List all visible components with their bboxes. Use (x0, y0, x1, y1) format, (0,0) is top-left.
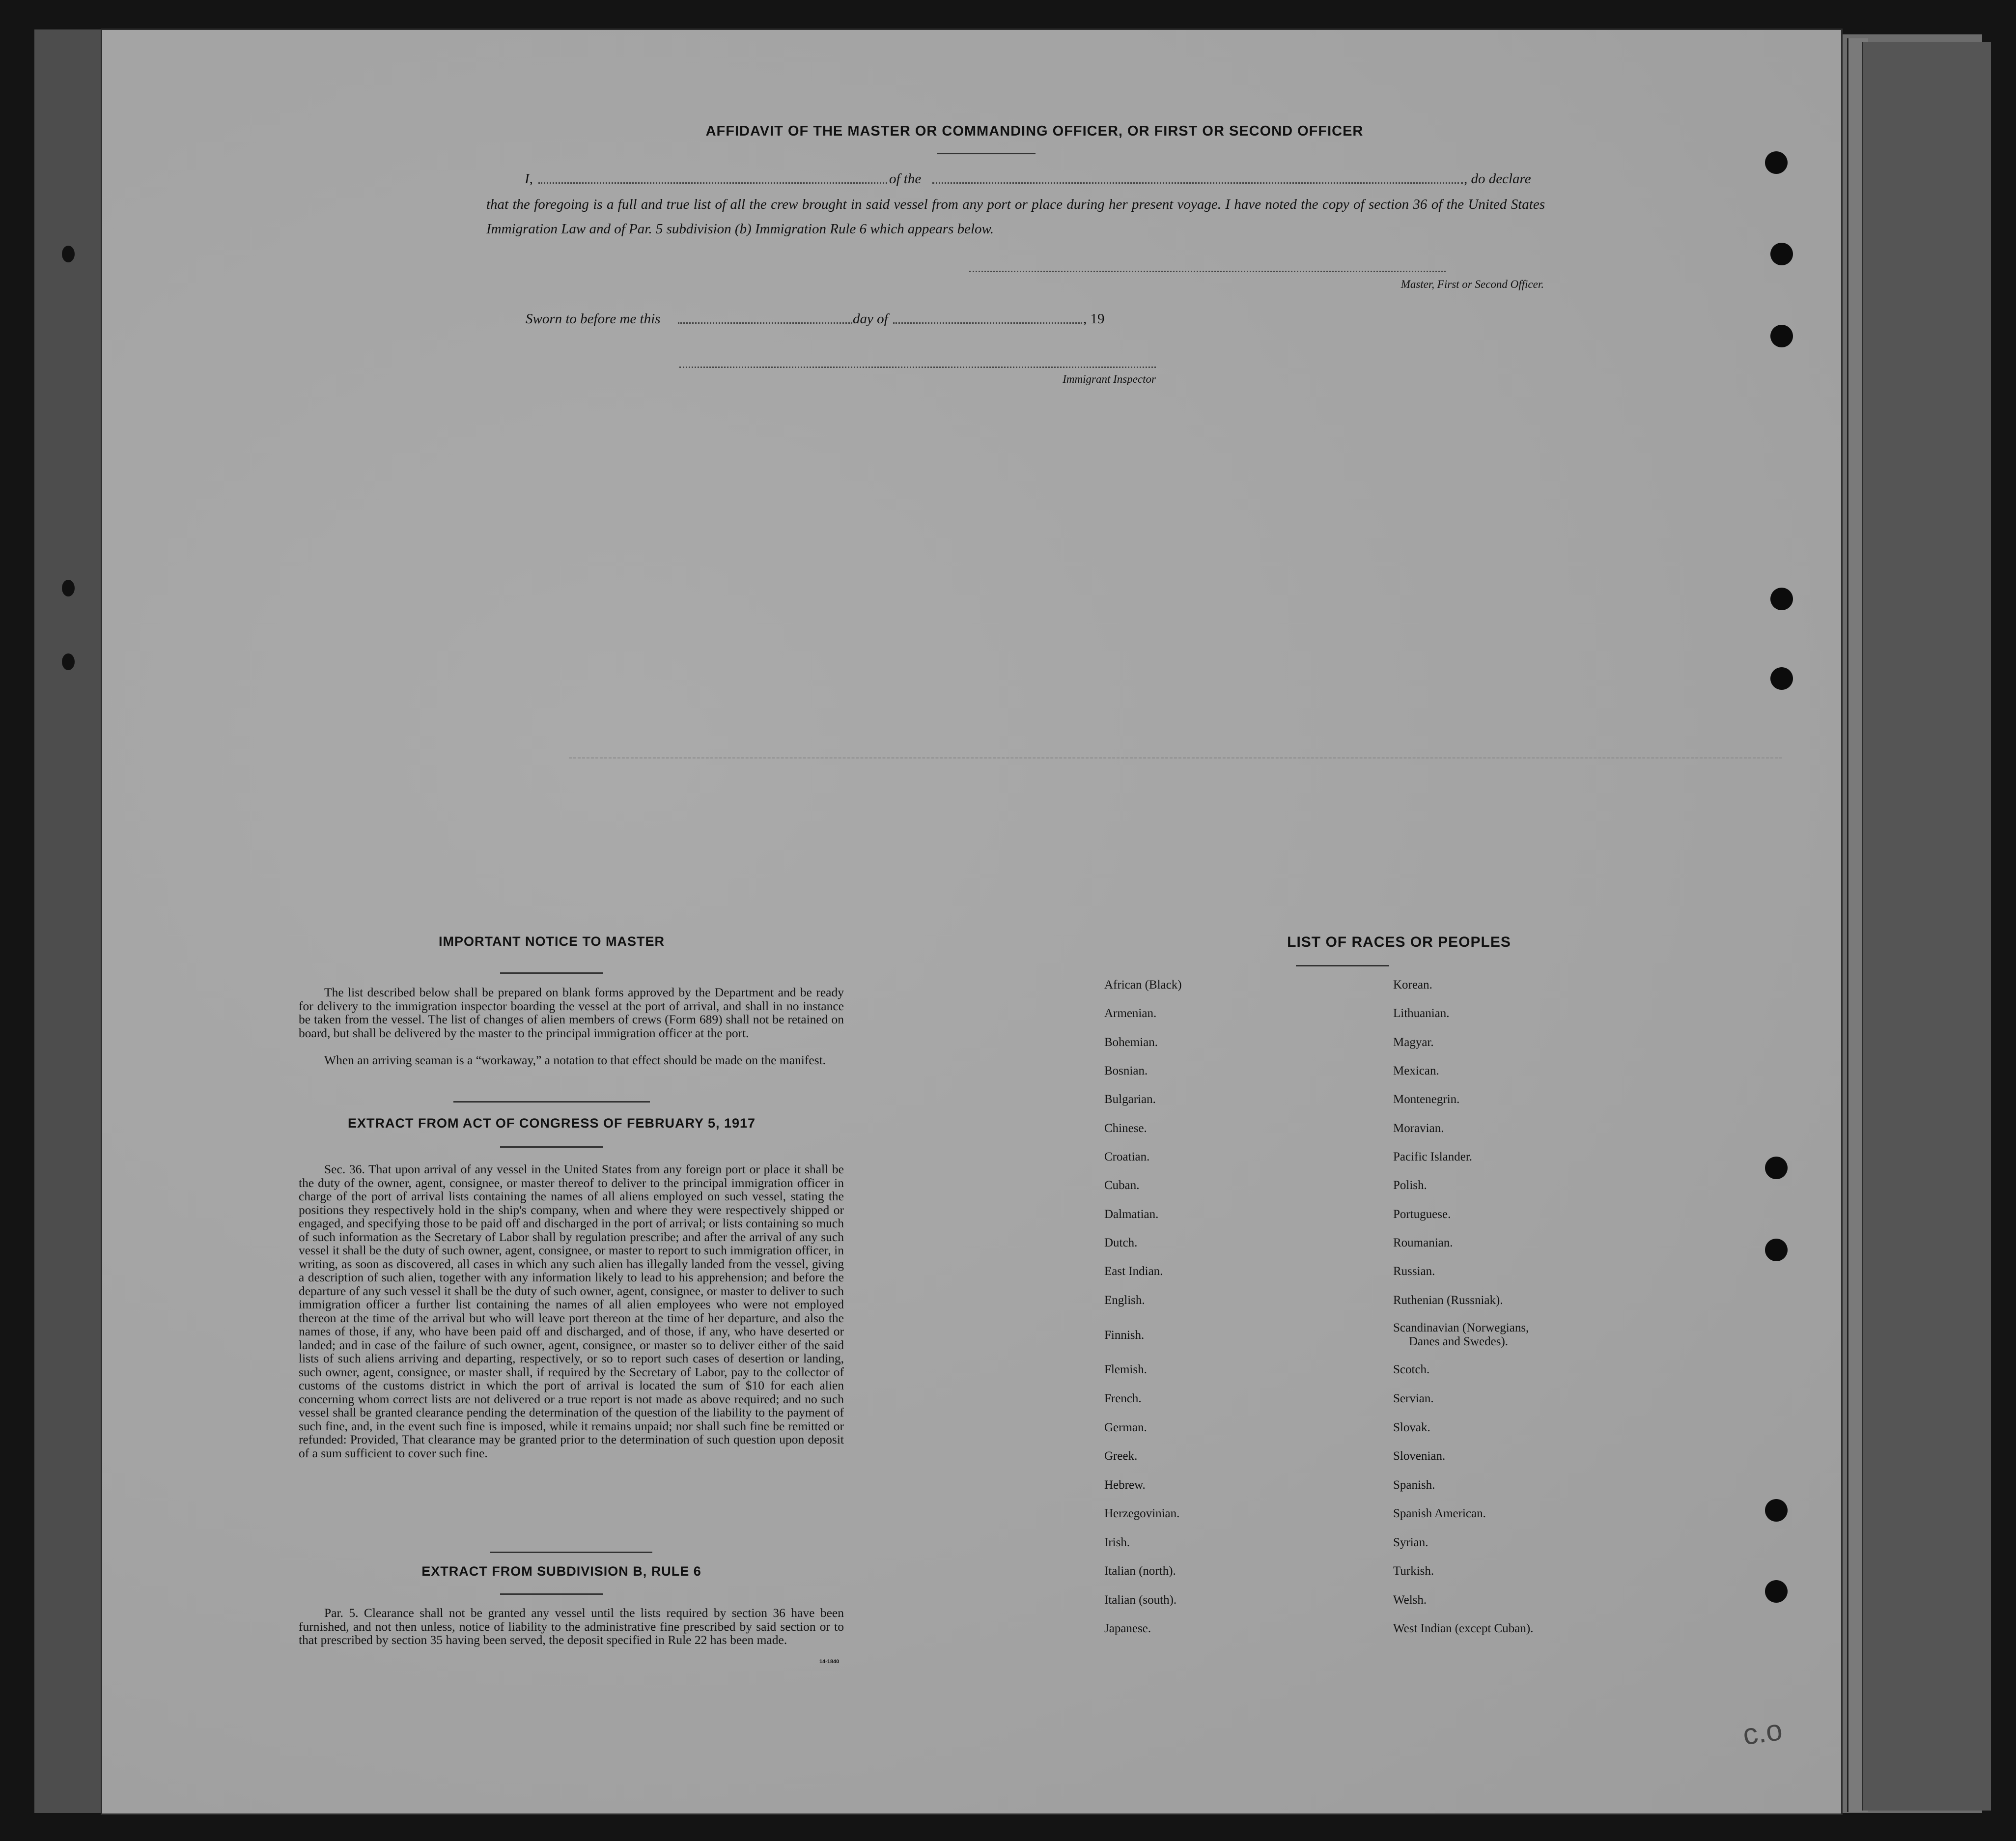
section-rule (453, 1101, 650, 1103)
race-left-item: Japanese. (1104, 1622, 1151, 1635)
race-left-item: Croatian. (1104, 1150, 1150, 1163)
race-left-item: Finnish. (1104, 1329, 1145, 1342)
extract-act-text: Sec. 36. That upon arrival of any vessel in the United States from any foreign port or place it shall be the duty of the owner, agent, consignee, or master thereof to deliver to the principal immigration officer in charge of the port of arrival lists containing the names of all aliens employed on such vessel, stating the positions they respectively hold in the ship's company, when and where they were respectively shipped or engaged, and specifying those to be paid off and discharged in the port of arrival; or lists containing so much of such information as the Secretary of Labor shall by regulation prescribe; and after the arrival of any such vessel it shall be the duty of such owner, agent, consignee, or master to report to such immigration officer, in writing, as soon as discovered, all cases in which any such alien has illegally landed from the vessel, giving a description of such alien, together with any information likely to lead to his apprehension; and before the departure of any such vessel it shall be the duty of such owner, agent, consignee, or master to deliver to such immigration officer a further list containing the names of all alien employees who were not employed thereon at the time of the arrival but who will leave port thereon at the time of her departure, and also the names of those, if any, who have been paid off and discharged, and of those, if any, who have deserted or landed; and in case of the failure of such owner, agent, consignee, or master so to deliver either of the said lists of such aliens arriving and departing, respectively, or so to report such cases of desertion or landing, such owner, agent, consignee, or master shall, if required by the Secretary of Labor, pay to the collector of customs of the customs district in which the port of arrival is located the sum of $10 for each alien concerning whom correct lists are not delivered or a true report is not made as above required; and no such vessel shall be granted clearance pending the determination of the question of the liability to the payment of such fine, and, in the event such fine is imposed, while it remains unpaid; nor shall such fine be remitted or refunded: Provided, That clearance may be granted prior to the determination of such question upon deposit of a sum sufficient to cover such fine. (299, 1162, 844, 1460)
affidavit-title: AFFIDAVIT OF THE MASTER OR COMMANDING OFFICER, OR FIRST OR SECOND OFFICER (705, 123, 1364, 139)
punch-hole (1770, 667, 1793, 690)
race-right-item: Russian. (1393, 1265, 1435, 1278)
punch-hole (1765, 151, 1788, 174)
race-left-item: Flemish. (1104, 1363, 1147, 1376)
title-rule (937, 153, 1036, 154)
race-left-item: Irish. (1104, 1536, 1130, 1549)
binding-rivet (62, 246, 75, 262)
race-left-item: Herzegovinian. (1104, 1507, 1180, 1520)
race-left-item: Chinese. (1104, 1122, 1147, 1135)
inspector-signature-line[interactable] (679, 367, 1156, 368)
vessel-blank[interactable] (932, 182, 1463, 184)
punch-hole (1770, 243, 1793, 265)
race-right-item: Pacific Islander. (1393, 1150, 1473, 1163)
page-stack-edge (1862, 42, 1991, 1811)
race-left-item: Bosnian. (1104, 1064, 1148, 1077)
name-blank[interactable] (538, 182, 887, 184)
title-rule (500, 972, 603, 974)
race-right-item: Scotch. (1393, 1363, 1430, 1376)
race-left-item: East Indian. (1104, 1265, 1163, 1278)
inspector-signature-label: Immigrant Inspector (1063, 373, 1156, 385)
race-right-item: Mexican. (1393, 1064, 1439, 1077)
race-left-item: German. (1104, 1421, 1147, 1434)
race-left-item: Italian (north). (1104, 1564, 1176, 1578)
section-rule (490, 1552, 652, 1553)
officer-signature-label: Master, First or Second Officer. (1400, 278, 1544, 290)
document-page (101, 28, 1843, 1815)
race-right-item: Spanish American. (1393, 1507, 1486, 1520)
sworn-label: Sworn to before me this (526, 311, 661, 327)
binding-strip (34, 29, 105, 1813)
race-right-item: Danes and Swedes). (1409, 1335, 1509, 1348)
race-left-item: Cuban. (1104, 1179, 1140, 1192)
races-title: LIST OF RACES OR PEOPLES (1287, 934, 1511, 950)
race-right-item: Portuguese. (1393, 1208, 1451, 1221)
race-right-item: Korean. (1393, 978, 1432, 991)
race-left-item: African (Black) (1104, 978, 1182, 991)
punch-hole (1765, 1580, 1788, 1603)
extract-rule-title: EXTRACT FROM SUBDIVISION B, RULE 6 (421, 1564, 701, 1579)
race-right-item: Syrian. (1393, 1536, 1428, 1549)
race-right-item: Servian. (1393, 1392, 1434, 1405)
race-right-item: Moravian. (1393, 1122, 1444, 1135)
bleed-through-line (569, 757, 1782, 759)
punch-hole (1770, 588, 1793, 610)
race-right-item: Lithuanian. (1393, 1007, 1450, 1020)
affidavit-of-the-label: of the (889, 171, 922, 187)
race-right-item: Polish. (1393, 1179, 1427, 1192)
race-right-item: Montenegrin. (1393, 1093, 1460, 1106)
notice-title: IMPORTANT NOTICE TO MASTER (439, 934, 665, 949)
punch-hole (1765, 1157, 1788, 1179)
sworn-day-blank[interactable] (678, 322, 852, 324)
race-left-item: Dalmatian. (1104, 1208, 1159, 1221)
extract-rule-text: Par. 5. Clearance shall not be granted any vessel until the lists required by section 36 have been furnished, and not then unless, notice of liability to the administrative fine prescribed by said section or to that prescribed by section 35 having been served, the deposit specified in Rule 22 has been made. (299, 1606, 844, 1647)
race-left-item: Hebrew. (1104, 1478, 1146, 1492)
title-rule (500, 1146, 603, 1148)
race-right-item: Scandinavian (Norwegians, (1393, 1321, 1529, 1334)
affidavit-i-label: I, (525, 171, 533, 187)
extract-act-title: EXTRACT FROM ACT OF CONGRESS OF FEBRUARY 5, 1917 (347, 1116, 756, 1131)
race-left-item: Greek. (1104, 1449, 1138, 1463)
binding-rivet (62, 580, 75, 596)
affidavit-declare-label: , do declare (1464, 171, 1531, 187)
sworn-year-label: , 19 (1083, 311, 1105, 327)
affidavit-paragraph: that the foregoing is a full and true list of all the crew brought in said vessel from any port or place during her present voyage. I have noted the copy of section 36 of the United States Immigration Law and of Par. 5 subdivision (b) Immigration Rule 6 which appears below. (486, 197, 1545, 237)
race-left-item: English. (1104, 1294, 1145, 1307)
punch-hole (1765, 1239, 1788, 1261)
race-right-item: Ruthenian (Russniak). (1393, 1294, 1503, 1307)
sworn-day-of-label: day of (853, 311, 888, 327)
race-left-item: Bulgarian. (1104, 1093, 1156, 1106)
form-code: 14-1840 (819, 1659, 840, 1665)
race-left-item: Italian (south). (1104, 1593, 1177, 1607)
notice-paragraph-2: When an arriving seaman is a “workaway,” a notation to that effect should be made on the manifest. (324, 1053, 826, 1067)
binding-rivet (62, 653, 75, 670)
race-right-item: Turkish. (1393, 1564, 1434, 1578)
race-right-item: West Indian (except Cuban). (1393, 1622, 1534, 1635)
sworn-month-blank[interactable] (893, 322, 1082, 324)
race-right-item: Roumanian. (1393, 1236, 1453, 1249)
race-right-item: Spanish. (1393, 1478, 1435, 1492)
punch-hole (1765, 1499, 1788, 1522)
officer-signature-line[interactable] (969, 271, 1446, 272)
race-left-item: Bohemian. (1104, 1036, 1158, 1049)
title-rule (500, 1593, 603, 1595)
race-left-item: Dutch. (1104, 1236, 1138, 1249)
race-right-item: Welsh. (1393, 1593, 1427, 1607)
notice-paragraph-1: The list described below shall be prepared on blank forms approved by the Department and be ready for delivery to the immigration inspector boarding the vessel at the port of arrival, and shall in no instance be taken from the vessel. The list of changes of alien members of crews (Form 689) shall not be retained on board, but shall be delivered by the master to the principal immigration officer at the port. (299, 985, 844, 1040)
race-left-item: French. (1104, 1392, 1142, 1405)
race-right-item: Slovenian. (1393, 1449, 1446, 1463)
title-rule (1296, 965, 1389, 966)
race-right-item: Slovak. (1393, 1421, 1430, 1434)
pencil-mark: c.o (1740, 1713, 1785, 1752)
race-right-item: Magyar. (1393, 1036, 1434, 1049)
race-left-item: Armenian. (1104, 1007, 1157, 1020)
punch-hole (1770, 325, 1793, 347)
